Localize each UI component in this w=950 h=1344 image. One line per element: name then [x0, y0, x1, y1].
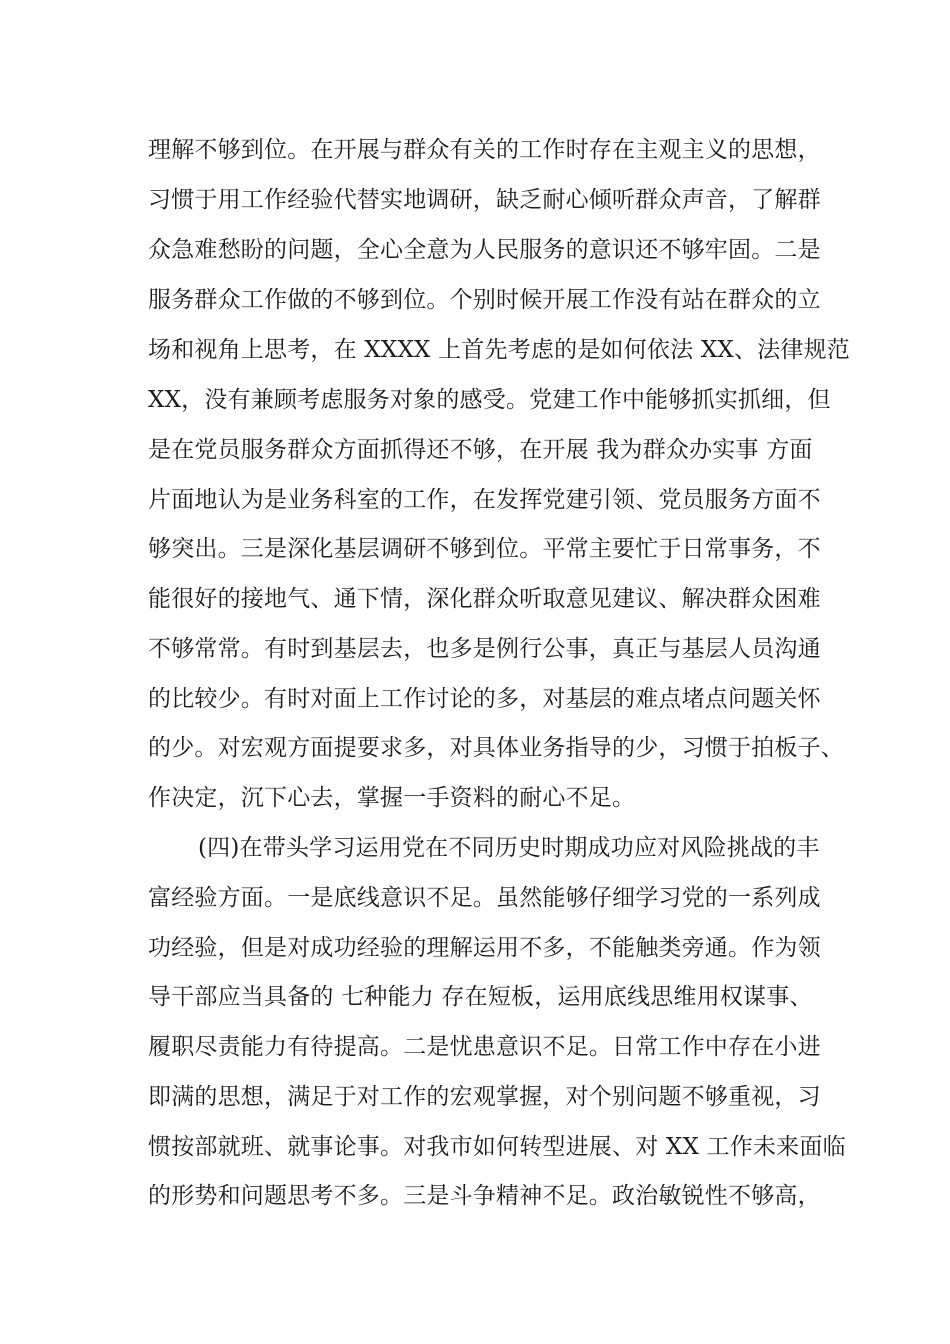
- text-line: 不够常常。有时到基层去，也多是例行公事，真正与基层人员沟通: [148, 636, 821, 662]
- text-line: 场和视角上思考，在 XXXX 上首先考虑的是如何依法 XX、法律规范: [148, 337, 850, 363]
- text-line: 习惯于用工作经验代替实地调研，缺乏耐心倾听群众声音，了解群: [148, 187, 821, 213]
- text-line: 即满的思想，满足于对工作的宏观掌握，对个别问题不够重视，习: [148, 1084, 821, 1110]
- text-line: 服务群众工作做的不够到位。个别时候开展工作没有站在群众的立: [148, 287, 821, 313]
- text-line: 的形势和问题思考不多。三是斗争精神不足。政治敏锐性不够高，: [148, 1183, 821, 1209]
- text-line: 的比较少。有时对面上工作讨论的多，对基层的难点堵点问题关怀: [148, 686, 821, 712]
- text-line: 惯按部就班、就事论事。对我市如何转型进展、对 XX 工作未来面临: [148, 1134, 846, 1160]
- text-line: XX，没有兼顾考虑服务对象的感受。党建工作中能够抓实抓细，但: [148, 387, 831, 413]
- text-line: 够突出。三是深化基层调研不够到位。平常主要忙于日常事务，不: [148, 536, 821, 562]
- text-line: 众急难愁盼的问题，全心全意为人民服务的意识还不够牢固。二是: [148, 237, 821, 263]
- text-line: 能很好的接地气、通下情，深化群众听取意见建议、解决群众困难: [148, 586, 821, 612]
- text-line: 履职尽责能力有待提高。二是忧患意识不足。日常工作中存在小进: [148, 1034, 821, 1060]
- text-line: 富经验方面。一是底线意识不足。虽然能够仔细学习党的一系列成: [148, 885, 821, 911]
- text-line: 功经验，但是对成功经验的理解运用不多，不能触类旁通。作为领: [148, 935, 821, 961]
- text-line: 的少。对宏观方面提要求多，对具体业务指导的少，习惯于拍板子、: [148, 735, 844, 761]
- paragraph-heading-line: (四)在带头学习运用党在不同历史时期成功应对风险挑战的丰: [198, 835, 820, 861]
- text-line: 作决定，沉下心去，掌握一手资料的耐心不足。: [148, 785, 636, 811]
- text-line: 理解不够到位。在开展与群众有关的工作时存在主观主义的思想，: [148, 137, 821, 163]
- text-line: 导干部应当具备的 七种能力 存在短板，运用底线思维用权谋事、: [148, 984, 813, 1010]
- text-line: 是在党员服务群众方面抓得还不够，在开展 我为群众办实事 方面: [148, 437, 813, 463]
- text-line: 片面地认为是业务科室的工作，在发挥党建引领、党员服务方面不: [148, 487, 821, 513]
